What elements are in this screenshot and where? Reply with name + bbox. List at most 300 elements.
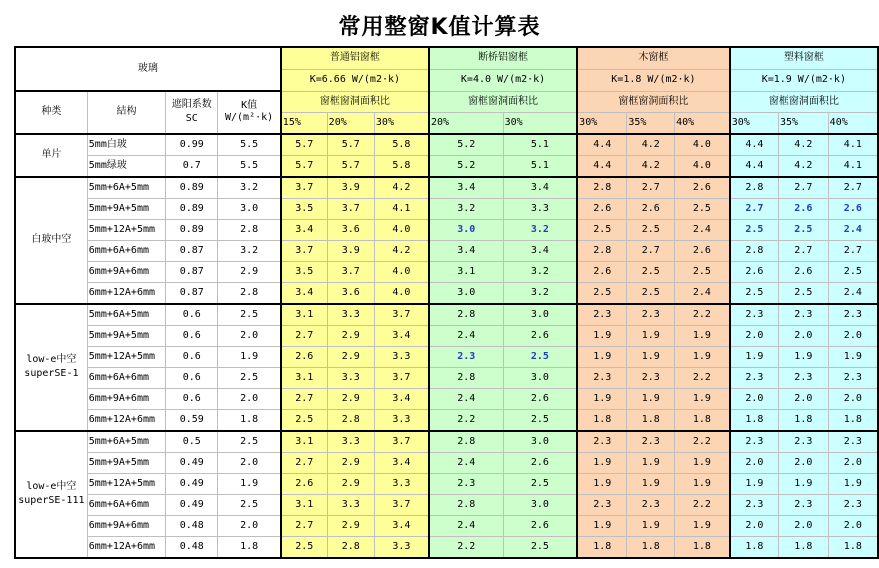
window-k-value: 2.5 bbox=[627, 282, 675, 304]
sc-label: 遮阳系数 bbox=[171, 99, 212, 111]
window-k-value: 3.4 bbox=[281, 282, 327, 304]
window-k-value: 2.7 bbox=[281, 515, 327, 536]
window-k-value: 4.0 bbox=[374, 219, 429, 240]
table-row bbox=[15, 515, 878, 536]
window-k-value: 1.9 bbox=[577, 452, 627, 473]
glass-structure: 6mm+9A+6mm bbox=[87, 515, 165, 536]
ratio-2-1: 35% bbox=[627, 112, 675, 134]
window-k-value: 2.6 bbox=[503, 388, 577, 409]
shading-coefficient: 0.89 bbox=[166, 198, 218, 219]
window-k-value: 3.9 bbox=[327, 240, 374, 261]
window-k-value: 2.5 bbox=[730, 282, 779, 304]
window-k-value: 3.9 bbox=[327, 177, 374, 199]
window-k-value: 2.8 bbox=[429, 431, 503, 453]
ratio-label-1: 窗框窗洞面积比 bbox=[429, 91, 577, 112]
window-k-value: 2.3 bbox=[577, 431, 627, 453]
window-k-value: 3.3 bbox=[327, 367, 374, 388]
window-k-value: 2.5 bbox=[779, 282, 829, 304]
glass-k-value: 2.5 bbox=[218, 304, 281, 326]
window-k-value: 2.0 bbox=[730, 388, 779, 409]
shading-coefficient: 0.99 bbox=[166, 134, 218, 156]
col-struct-header: 結构 bbox=[87, 91, 165, 134]
window-k-value: 3.4 bbox=[374, 515, 429, 536]
window-k-value: 5.8 bbox=[374, 155, 429, 177]
shading-coefficient: 0.6 bbox=[166, 388, 218, 409]
window-k-value: 2.0 bbox=[730, 452, 779, 473]
glass-structure: 5mm绿玻 bbox=[87, 155, 165, 177]
window-k-value: 2.6 bbox=[675, 240, 730, 261]
window-k-value: 2.0 bbox=[828, 388, 878, 409]
window-k-value: 4.0 bbox=[374, 282, 429, 304]
frame-name-2: 木窗框 bbox=[577, 47, 730, 69]
window-k-value: 5.2 bbox=[429, 155, 503, 177]
shading-coefficient: 0.7 bbox=[166, 155, 218, 177]
window-k-value: 1.8 bbox=[730, 409, 779, 431]
window-k-value: 3.7 bbox=[327, 198, 374, 219]
window-k-value: 3.1 bbox=[281, 431, 327, 453]
frame-k-2: K=1.8 W/(m2·k) bbox=[577, 69, 730, 91]
window-k-value: 3.3 bbox=[374, 536, 429, 558]
window-k-value: 5.7 bbox=[327, 134, 374, 156]
frame-k-3: K=1.9 W/(m2·k) bbox=[730, 69, 878, 91]
shading-coefficient: 0.6 bbox=[166, 304, 218, 326]
window-k-value: 1.8 bbox=[730, 536, 779, 558]
window-k-value: 2.6 bbox=[627, 198, 675, 219]
window-k-value: 2.5 bbox=[675, 198, 730, 219]
window-k-value: 2.3 bbox=[730, 304, 779, 326]
ratio-3-2: 40% bbox=[828, 112, 878, 134]
glass-structure: 5mm+12A+5mm bbox=[87, 219, 165, 240]
glass-k-value: 1.8 bbox=[218, 409, 281, 431]
table-row bbox=[15, 494, 878, 515]
glass-k-value: 2.5 bbox=[218, 494, 281, 515]
window-k-value: 3.4 bbox=[429, 177, 503, 199]
window-k-value: 5.1 bbox=[503, 134, 577, 156]
window-k-value: 2.8 bbox=[429, 494, 503, 515]
shading-coefficient: 0.49 bbox=[166, 473, 218, 494]
window-k-value: 1.9 bbox=[675, 515, 730, 536]
window-k-value: 2.5 bbox=[577, 282, 627, 304]
window-k-value: 2.3 bbox=[730, 431, 779, 453]
window-k-value: 4.2 bbox=[374, 240, 429, 261]
window-k-value: 2.5 bbox=[503, 409, 577, 431]
window-k-value: 3.2 bbox=[503, 282, 577, 304]
glass-structure: 6mm+6A+6mm bbox=[87, 494, 165, 515]
shading-coefficient: 0.48 bbox=[166, 515, 218, 536]
glass-type-line: superSE-111 bbox=[18, 495, 85, 506]
glass-k-value: 5.5 bbox=[218, 155, 281, 177]
shading-coefficient: 0.89 bbox=[166, 177, 218, 199]
window-k-value: 1.9 bbox=[577, 325, 627, 346]
table-row bbox=[15, 155, 878, 177]
window-k-value: 2.8 bbox=[730, 240, 779, 261]
k-unit: W/(m²·k) bbox=[225, 112, 274, 124]
window-k-value: 1.9 bbox=[627, 346, 675, 367]
glass-structure: 6mm+12A+6mm bbox=[87, 536, 165, 558]
window-k-value: 4.0 bbox=[675, 155, 730, 177]
shading-coefficient: 0.49 bbox=[166, 494, 218, 515]
window-k-value: 3.1 bbox=[281, 367, 327, 388]
ratio-0-1: 20% bbox=[327, 112, 374, 134]
window-k-value: 2.5 bbox=[281, 536, 327, 558]
table-row bbox=[15, 431, 878, 453]
window-k-value: 2.6 bbox=[577, 261, 627, 282]
window-k-value: 2.6 bbox=[503, 325, 577, 346]
window-k-value: 3.0 bbox=[503, 304, 577, 326]
window-k-value: 3.0 bbox=[429, 219, 503, 240]
glass-k-value: 2.5 bbox=[218, 367, 281, 388]
glass-type-line: low-e中空 bbox=[26, 354, 77, 365]
window-k-value: 2.4 bbox=[675, 219, 730, 240]
window-k-value: 2.0 bbox=[730, 325, 779, 346]
window-k-value: 3.4 bbox=[374, 452, 429, 473]
window-k-value: 1.9 bbox=[779, 346, 829, 367]
window-k-value: 3.3 bbox=[374, 346, 429, 367]
table-row bbox=[15, 219, 878, 240]
window-k-value: 3.4 bbox=[374, 388, 429, 409]
window-k-value: 4.2 bbox=[627, 134, 675, 156]
window-k-value: 1.9 bbox=[675, 346, 730, 367]
table-row bbox=[15, 177, 878, 199]
window-k-value: 3.1 bbox=[281, 494, 327, 515]
sc-abbr: SC bbox=[185, 113, 198, 125]
window-k-value: 1.9 bbox=[828, 473, 878, 494]
window-k-value: 2.0 bbox=[779, 388, 829, 409]
window-k-value: 2.7 bbox=[281, 388, 327, 409]
window-k-value: 2.4 bbox=[429, 452, 503, 473]
window-k-value: 3.2 bbox=[503, 261, 577, 282]
window-k-value: 3.4 bbox=[503, 240, 577, 261]
ratio-label-3: 窗框窗洞面积比 bbox=[730, 91, 878, 112]
glass-k-value: 5.5 bbox=[218, 134, 281, 156]
window-k-value: 2.7 bbox=[730, 198, 779, 219]
window-k-value: 2.6 bbox=[779, 198, 829, 219]
glass-structure: 5mm+9A+5mm bbox=[87, 452, 165, 473]
window-k-value: 2.5 bbox=[503, 536, 577, 558]
shading-coefficient: 0.6 bbox=[166, 346, 218, 367]
window-k-value: 2.3 bbox=[627, 431, 675, 453]
window-k-value: 3.3 bbox=[374, 473, 429, 494]
window-k-value: 1.8 bbox=[828, 409, 878, 431]
window-k-value: 3.3 bbox=[327, 494, 374, 515]
glass-k-value: 2.0 bbox=[218, 325, 281, 346]
glass-structure: 6mm+9A+6mm bbox=[87, 261, 165, 282]
window-k-value: 2.4 bbox=[429, 515, 503, 536]
ratio-3-1: 35% bbox=[779, 112, 829, 134]
window-k-value: 2.4 bbox=[828, 219, 878, 240]
glass-k-value: 1.8 bbox=[218, 536, 281, 558]
glass-k-value: 3.2 bbox=[218, 177, 281, 199]
glass-k-value: 2.8 bbox=[218, 282, 281, 304]
window-k-value: 2.8 bbox=[577, 240, 627, 261]
window-k-value: 2.7 bbox=[281, 325, 327, 346]
window-k-value: 2.9 bbox=[327, 388, 374, 409]
window-k-value: 3.0 bbox=[503, 367, 577, 388]
ratio-2-2: 40% bbox=[675, 112, 730, 134]
ratio-label-2: 窗框窗洞面积比 bbox=[577, 91, 730, 112]
window-k-value: 2.4 bbox=[429, 388, 503, 409]
window-k-value: 1.8 bbox=[577, 409, 627, 431]
shading-coefficient: 0.6 bbox=[166, 325, 218, 346]
window-k-value: 2.5 bbox=[730, 219, 779, 240]
window-k-value: 2.9 bbox=[327, 346, 374, 367]
window-k-value: 2.9 bbox=[327, 325, 374, 346]
window-k-value: 2.2 bbox=[429, 409, 503, 431]
window-k-value: 3.7 bbox=[374, 494, 429, 515]
glass-k-value: 1.9 bbox=[218, 346, 281, 367]
frame-k-1: K=4.0 W/(m2·k) bbox=[429, 69, 577, 91]
window-k-value: 1.9 bbox=[779, 473, 829, 494]
window-k-value: 2.5 bbox=[627, 219, 675, 240]
window-k-value: 2.7 bbox=[627, 177, 675, 199]
window-k-value: 4.2 bbox=[627, 155, 675, 177]
window-k-value: 3.4 bbox=[281, 219, 327, 240]
window-k-value: 1.9 bbox=[577, 515, 627, 536]
glass-type bbox=[15, 134, 87, 177]
window-k-value: 1.9 bbox=[730, 473, 779, 494]
frame-name-1: 断桥铝窗框 bbox=[429, 47, 577, 69]
window-k-value: 3.3 bbox=[327, 431, 374, 453]
window-k-value: 2.3 bbox=[828, 494, 878, 515]
window-k-value: 4.2 bbox=[779, 155, 829, 177]
table-row bbox=[15, 261, 878, 282]
window-k-value: 2.8 bbox=[327, 409, 374, 431]
glass-structure: 5mm白玻 bbox=[87, 134, 165, 156]
window-k-value: 4.4 bbox=[577, 134, 627, 156]
glass-type bbox=[15, 431, 87, 558]
shading-coefficient: 0.48 bbox=[166, 536, 218, 558]
window-k-value: 3.6 bbox=[327, 219, 374, 240]
window-k-value: 2.5 bbox=[627, 261, 675, 282]
window-k-value: 1.9 bbox=[627, 515, 675, 536]
glass-structure: 5mm+6A+5mm bbox=[87, 177, 165, 199]
ratio-1-1: 30% bbox=[503, 112, 577, 134]
window-k-value: 3.4 bbox=[429, 240, 503, 261]
window-k-value: 1.9 bbox=[730, 346, 779, 367]
window-k-value: 1.9 bbox=[675, 452, 730, 473]
window-k-value: 4.4 bbox=[577, 155, 627, 177]
window-k-value: 2.5 bbox=[779, 219, 829, 240]
window-k-value: 2.2 bbox=[675, 494, 730, 515]
window-k-value: 2.3 bbox=[828, 304, 878, 326]
table-row bbox=[15, 473, 878, 494]
ratio-label-0: 窗框窗洞面积比 bbox=[281, 91, 429, 112]
window-k-value: 2.5 bbox=[503, 346, 577, 367]
window-k-value: 3.7 bbox=[281, 177, 327, 199]
window-k-value: 1.8 bbox=[828, 536, 878, 558]
glass-type-line: 单片 bbox=[41, 149, 62, 160]
window-k-value: 3.4 bbox=[374, 325, 429, 346]
window-k-value: 2.3 bbox=[577, 367, 627, 388]
window-k-value: 1.9 bbox=[627, 473, 675, 494]
window-k-value: 2.6 bbox=[828, 198, 878, 219]
window-k-value: 4.2 bbox=[374, 177, 429, 199]
window-k-value: 2.6 bbox=[675, 177, 730, 199]
window-k-value: 3.7 bbox=[327, 261, 374, 282]
header-row-frames bbox=[15, 47, 878, 69]
glass-structure: 6mm+6A+6mm bbox=[87, 367, 165, 388]
window-k-value: 2.7 bbox=[828, 177, 878, 199]
window-k-value: 2.3 bbox=[577, 494, 627, 515]
table-row bbox=[15, 452, 878, 473]
table-row bbox=[15, 240, 878, 261]
glass-k-value: 3.0 bbox=[218, 198, 281, 219]
glass-k-value: 2.0 bbox=[218, 515, 281, 536]
window-k-value: 3.3 bbox=[503, 198, 577, 219]
glass-type-line: 白玻中空 bbox=[31, 234, 72, 245]
window-k-value: 2.4 bbox=[675, 282, 730, 304]
glass-header: 玻璃 bbox=[15, 47, 281, 91]
window-k-value: 1.8 bbox=[675, 409, 730, 431]
window-k-value: 4.1 bbox=[828, 155, 878, 177]
window-k-value: 2.3 bbox=[627, 494, 675, 515]
window-k-value: 2.7 bbox=[281, 452, 327, 473]
k-value-table bbox=[14, 46, 879, 559]
window-k-value: 2.5 bbox=[281, 409, 327, 431]
window-k-value: 1.9 bbox=[577, 473, 627, 494]
table-row bbox=[15, 536, 878, 558]
ratio-0-2: 30% bbox=[374, 112, 429, 134]
window-k-value: 2.8 bbox=[577, 177, 627, 199]
window-k-value: 1.8 bbox=[779, 536, 829, 558]
window-k-value: 2.9 bbox=[327, 515, 374, 536]
window-k-value: 5.1 bbox=[503, 155, 577, 177]
table-row bbox=[15, 388, 878, 409]
window-k-value: 2.5 bbox=[675, 261, 730, 282]
table-row bbox=[15, 282, 878, 304]
col-type-header: 种类 bbox=[15, 91, 87, 134]
window-k-value: 2.3 bbox=[779, 304, 829, 326]
window-k-value: 2.7 bbox=[779, 240, 829, 261]
window-k-value: 1.9 bbox=[627, 452, 675, 473]
window-k-value: 3.7 bbox=[281, 240, 327, 261]
shading-coefficient: 0.59 bbox=[166, 409, 218, 431]
window-k-value: 4.1 bbox=[828, 134, 878, 156]
window-k-value: 2.8 bbox=[429, 367, 503, 388]
glass-k-value: 1.9 bbox=[218, 473, 281, 494]
col-sc-header bbox=[166, 91, 218, 134]
window-k-value: 5.7 bbox=[281, 134, 327, 156]
window-k-value: 3.7 bbox=[374, 304, 429, 326]
window-k-value: 4.4 bbox=[730, 134, 779, 156]
window-k-value: 2.3 bbox=[828, 431, 878, 453]
window-k-value: 3.0 bbox=[503, 431, 577, 453]
glass-structure: 6mm+12A+6mm bbox=[87, 409, 165, 431]
glass-type bbox=[15, 304, 87, 431]
shading-coefficient: 0.6 bbox=[166, 367, 218, 388]
window-k-value: 5.7 bbox=[281, 155, 327, 177]
table-row bbox=[15, 367, 878, 388]
window-k-value: 1.9 bbox=[675, 473, 730, 494]
window-k-value: 1.8 bbox=[627, 536, 675, 558]
window-k-value: 2.0 bbox=[730, 515, 779, 536]
table-row bbox=[15, 409, 878, 431]
glass-k-value: 2.0 bbox=[218, 388, 281, 409]
window-k-value: 3.3 bbox=[374, 409, 429, 431]
glass-k-value: 3.2 bbox=[218, 240, 281, 261]
window-k-value: 2.3 bbox=[429, 346, 503, 367]
window-k-value: 1.9 bbox=[828, 346, 878, 367]
glass-k-value: 2.9 bbox=[218, 261, 281, 282]
table-body bbox=[15, 47, 878, 558]
window-k-value: 3.0 bbox=[503, 494, 577, 515]
table-row bbox=[15, 134, 878, 156]
window-k-value: 2.7 bbox=[828, 240, 878, 261]
ratio-2-0: 30% bbox=[577, 112, 627, 134]
glass-structure: 5mm+12A+5mm bbox=[87, 473, 165, 494]
window-k-value: 2.3 bbox=[627, 367, 675, 388]
window-k-value: 2.0 bbox=[779, 452, 829, 473]
window-k-value: 1.9 bbox=[627, 388, 675, 409]
window-k-value: 4.2 bbox=[779, 134, 829, 156]
window-k-value: 1.8 bbox=[577, 536, 627, 558]
window-k-value: 3.0 bbox=[429, 282, 503, 304]
glass-type bbox=[15, 177, 87, 304]
glass-k-value: 2.5 bbox=[218, 431, 281, 453]
window-k-value: 2.3 bbox=[627, 304, 675, 326]
window-k-value: 1.8 bbox=[779, 409, 829, 431]
window-k-value: 3.7 bbox=[374, 431, 429, 453]
window-k-value: 2.0 bbox=[779, 515, 829, 536]
window-k-value: 3.3 bbox=[327, 304, 374, 326]
window-k-value: 2.6 bbox=[503, 515, 577, 536]
window-k-value: 2.6 bbox=[281, 473, 327, 494]
window-k-value: 2.7 bbox=[627, 240, 675, 261]
window-k-value: 2.6 bbox=[730, 261, 779, 282]
ratio-1-0: 20% bbox=[429, 112, 503, 134]
k-label: K值 bbox=[241, 100, 258, 112]
window-k-value: 2.3 bbox=[828, 367, 878, 388]
window-k-value: 2.8 bbox=[730, 177, 779, 199]
window-k-value: 2.3 bbox=[730, 367, 779, 388]
window-k-value: 2.5 bbox=[828, 261, 878, 282]
shading-coefficient: 0.5 bbox=[166, 431, 218, 453]
col-k-header bbox=[218, 91, 281, 134]
glass-structure: 5mm+6A+5mm bbox=[87, 431, 165, 453]
glass-k-value: 2.8 bbox=[218, 219, 281, 240]
window-k-value: 2.5 bbox=[503, 473, 577, 494]
window-k-value: 2.9 bbox=[327, 452, 374, 473]
window-k-value: 2.3 bbox=[577, 304, 627, 326]
window-k-value: 1.8 bbox=[675, 536, 730, 558]
glass-structure: 6mm+9A+6mm bbox=[87, 388, 165, 409]
glass-k-value: 2.0 bbox=[218, 452, 281, 473]
window-k-value: 2.0 bbox=[828, 452, 878, 473]
table-row bbox=[15, 198, 878, 219]
header-row-ratio-label bbox=[15, 91, 878, 112]
shading-coefficient: 0.87 bbox=[166, 261, 218, 282]
window-k-value: 2.8 bbox=[327, 536, 374, 558]
window-k-value: 1.9 bbox=[675, 325, 730, 346]
frame-name-3: 塑料窗框 bbox=[730, 47, 878, 69]
window-k-value: 2.3 bbox=[429, 473, 503, 494]
window-k-value: 2.3 bbox=[779, 367, 829, 388]
ratio-3-0: 30% bbox=[730, 112, 779, 134]
window-k-value: 3.6 bbox=[327, 282, 374, 304]
window-k-value: 1.9 bbox=[577, 388, 627, 409]
window-k-value: 2.6 bbox=[281, 346, 327, 367]
window-k-value: 1.9 bbox=[675, 388, 730, 409]
glass-type-line: low-e中空 bbox=[26, 481, 77, 492]
window-k-value: 3.4 bbox=[503, 177, 577, 199]
window-k-value: 2.3 bbox=[779, 431, 829, 453]
window-k-value: 2.4 bbox=[429, 325, 503, 346]
shading-coefficient: 0.89 bbox=[166, 219, 218, 240]
frame-k-0: K=6.66 W/(m2·k) bbox=[281, 69, 429, 91]
window-k-value: 5.2 bbox=[429, 134, 503, 156]
glass-structure: 6mm+6A+6mm bbox=[87, 240, 165, 261]
window-k-value: 2.2 bbox=[429, 536, 503, 558]
